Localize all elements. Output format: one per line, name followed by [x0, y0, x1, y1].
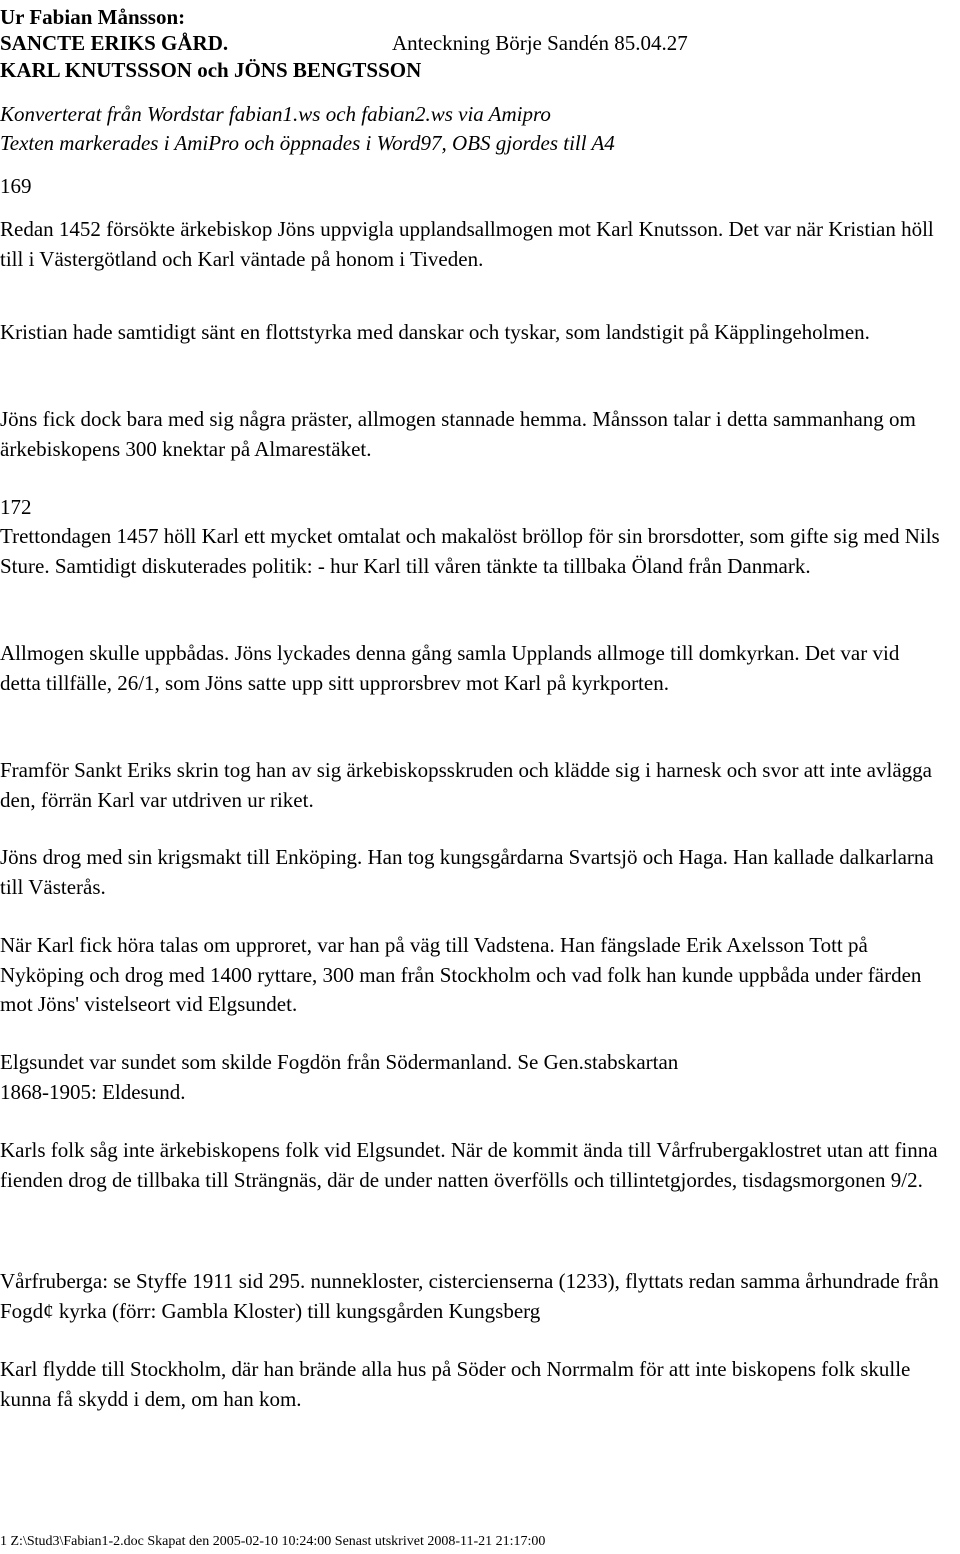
paragraph-2: Kristian hade samtidigt sänt en flottstyrka med danskar och tyskar, som landstigit på Käpplingeholmen. — [0, 320, 870, 344]
conversion-note-line1: Konverterat från Wordstar fabian1.ws och fabian2.ws via Amipro — [0, 102, 551, 126]
paragraph-6: Framför Sankt Eriks skrin tog han av sig ärkebiskopsskruden och klädde sig i harnesk och svor att inte avlägga den, förrän Karl var utdriven ur riket. — [0, 758, 932, 812]
paragraph-4: Trettondagen 1457 höll Karl ett mycket omtalat och makalöst bröllop för sin brorsdotter, som gifte sig med Nils Sture. Samtidigt diskuterades politik: - hur Karl till våren tänkte ta tillbaka Öland från Danmark. — [0, 524, 940, 578]
paragraph-10: Karls folk såg inte ärkebiskopens folk vid Elgsundet. När de kommit ända till Vårfrubergaklostret utan att finna fienden drog de tillbaka till Strängnäs, där de under natten överfölls och tillintetgjordes, tisdagsmorgonen 9/2. — [0, 1138, 938, 1192]
paragraph-8: När Karl fick höra talas om upproret, var han på väg till Vadstena. Han fängslade Erik Axelsson Tott på Nyköping och drog med 1400 ryttare, 300 man från Stockholm och vad folk han kunde uppbåda under färden mot Jöns' vistelseort vid Elgsundet. — [0, 933, 922, 1016]
header-subtitle: KARL KNUTSSSON och JÖNS BENGTSSON — [0, 58, 422, 82]
page-number-172: 172 — [0, 495, 32, 519]
page-number-169: 169 — [0, 174, 32, 198]
paragraph-7: Jöns drog med sin krigsmakt till Enköping. Han tog kungsgårdarna Svartsjö och Haga. Han kallade dalkarlarna till Västerås. — [0, 845, 934, 899]
paragraph-12: Karl flydde till Stockholm, där han brände alla hus på Söder och Norrmalm för att inte biskopens folk skulle kunna få skydd i dem, om han kom. — [0, 1357, 911, 1411]
paragraph-11: Vårfruberga: se Styffe 1911 sid 295. nunnekloster, cistercienserna (1233), flyttats redan samma århundrade från Fogd¢ kyrka (förr: Gambla Kloster) till kungsgården Kungsberg — [0, 1269, 939, 1323]
header-note: Anteckning Börje Sandén 85.04.27 — [392, 31, 688, 55]
header-source-line: Ur Fabian Månsson: — [0, 5, 186, 29]
paragraph-9-line1: Elgsundet var sundet som skilde Fogdön från Södermanland. Se Gen.stabskartan — [0, 1050, 679, 1074]
paragraph-5: Allmogen skulle uppbådas. Jöns lyckades denna gång samla Upplands allmoge till domkyrkan. Det var vid detta tillfälle, 26/1, som Jöns satte upp sitt upprorsbrev mot Karl på kyrkporten. — [0, 641, 900, 695]
page-footer: 1 Z:\Stud3\Fabian1-2.doc Skapat den 2005-02-10 10:24:00 Senast utskrivet 2008-11-21 21:17:00 — [0, 1534, 546, 1549]
header-title: SANCTE ERIKS GÅRD. — [0, 31, 229, 55]
paragraph-1: Redan 1452 försökte ärkebiskop Jöns uppvigla upplandsallmogen mot Karl Knutsson. Det var när Kristian höll till i Västergötland och Karl väntade på honom i Tiveden. — [0, 217, 934, 271]
paragraph-9-line2: 1868-1905: Eldesund. — [0, 1079, 186, 1104]
paragraph-3: Jöns fick dock bara med sig några präster, allmogen stannade hemma. Månsson talar i detta sammanhang om ärkebiskopens 300 knektar på Almarestäket. — [0, 407, 916, 461]
conversion-note-line2: Texten markerades i AmiPro och öppnades i Word97, OBS gjordes till A4 — [0, 131, 615, 155]
paragraph-9 — [0, 1048, 940, 1107]
